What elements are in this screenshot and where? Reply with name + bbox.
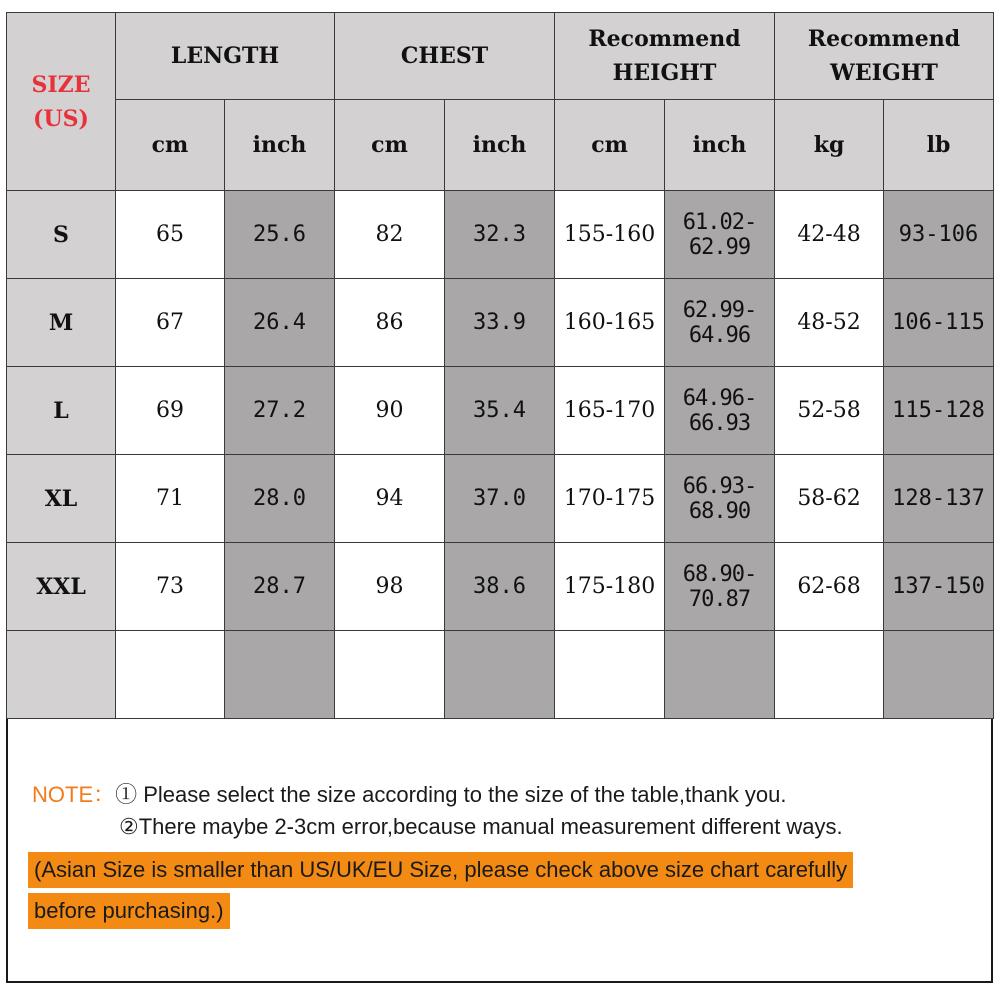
empty-cell bbox=[555, 631, 665, 719]
height-inch-cell: 61.02-62.99 bbox=[665, 191, 775, 279]
table-row bbox=[7, 367, 994, 455]
chest-cm-cell: 82 bbox=[335, 191, 445, 279]
note-line-2: ②There maybe 2-3cm error,because manual measurement different ways. bbox=[119, 814, 843, 839]
note-key: NOTE： bbox=[32, 782, 116, 807]
chest-inch-cell: 33.9 bbox=[445, 279, 555, 367]
size-chart-table bbox=[6, 12, 994, 719]
empty-cell bbox=[665, 631, 775, 719]
weight-header bbox=[775, 13, 994, 100]
height-cm-cell: 155-160 bbox=[555, 191, 665, 279]
height-inch-cell: 66.93-68.90 bbox=[665, 455, 775, 543]
weight-kg-cell: 48-52 bbox=[775, 279, 884, 367]
warning-line-1: (Asian Size is smaller than US/UK/EU Size, please check above size chart carefully bbox=[28, 852, 853, 888]
chest-inch-cell: 32.3 bbox=[445, 191, 555, 279]
chest-cm-cell: 86 bbox=[335, 279, 445, 367]
weight-header-line2: WEIGHT bbox=[830, 60, 938, 86]
empty-cell bbox=[116, 631, 225, 719]
height-cm-cell: 165-170 bbox=[555, 367, 665, 455]
weight-lb-cell: 115-128 bbox=[884, 367, 994, 455]
length-cm-cell: 65 bbox=[116, 191, 225, 279]
weight-lb-cell: 128-137 bbox=[884, 455, 994, 543]
table-row bbox=[7, 543, 994, 631]
note-line-1 bbox=[32, 778, 787, 809]
table-row bbox=[7, 191, 994, 279]
size-cell: M bbox=[7, 279, 116, 367]
chest-inch-cell: 35.4 bbox=[445, 367, 555, 455]
unit-header: cm bbox=[555, 100, 665, 191]
chest-header-text: CHEST bbox=[400, 43, 489, 69]
empty-row bbox=[7, 631, 994, 719]
size-cell: L bbox=[7, 367, 116, 455]
length-inch-cell: 28.7 bbox=[225, 543, 335, 631]
length-inch-cell: 26.4 bbox=[225, 279, 335, 367]
size-cell: XXL bbox=[7, 543, 116, 631]
height-header bbox=[555, 13, 775, 100]
length-cm-cell: 67 bbox=[116, 279, 225, 367]
length-inch-cell: 28.0 bbox=[225, 455, 335, 543]
empty-cell bbox=[7, 631, 116, 719]
unit-header: inch bbox=[225, 100, 335, 191]
size-cell: S bbox=[7, 191, 116, 279]
unit-header: cm bbox=[335, 100, 445, 191]
chest-inch-cell: 37.0 bbox=[445, 455, 555, 543]
chest-inch-cell: 38.6 bbox=[445, 543, 555, 631]
weight-lb-cell: 93-106 bbox=[884, 191, 994, 279]
height-header-line2: HEIGHT bbox=[612, 60, 717, 86]
size-cell: XL bbox=[7, 455, 116, 543]
note-text-1: ① Please select the size according to the size of the table,thank you. bbox=[115, 782, 787, 807]
unit-header: kg bbox=[775, 100, 884, 191]
empty-cell bbox=[775, 631, 884, 719]
chest-cm-cell: 90 bbox=[335, 367, 445, 455]
height-cm-cell: 160-165 bbox=[555, 279, 665, 367]
empty-cell bbox=[225, 631, 335, 719]
size-header bbox=[7, 13, 116, 191]
chest-cm-cell: 94 bbox=[335, 455, 445, 543]
empty-cell bbox=[884, 631, 994, 719]
empty-cell bbox=[335, 631, 445, 719]
weight-kg-cell: 62-68 bbox=[775, 543, 884, 631]
table-row bbox=[7, 279, 994, 367]
size-label-line2: (US) bbox=[33, 105, 89, 132]
length-cm-cell: 71 bbox=[116, 455, 225, 543]
height-inch-cell: 62.99-64.96 bbox=[665, 279, 775, 367]
notes-section bbox=[6, 720, 993, 983]
empty-cell bbox=[445, 631, 555, 719]
height-cm-cell: 175-180 bbox=[555, 543, 665, 631]
weight-kg-cell: 52-58 bbox=[775, 367, 884, 455]
height-cm-cell: 170-175 bbox=[555, 455, 665, 543]
length-header bbox=[116, 13, 335, 100]
weight-lb-cell: 106-115 bbox=[884, 279, 994, 367]
unit-header: inch bbox=[665, 100, 775, 191]
size-label-line1: SIZE bbox=[31, 71, 91, 98]
weight-kg-cell: 58-62 bbox=[775, 455, 884, 543]
height-inch-cell: 64.96-66.93 bbox=[665, 367, 775, 455]
height-inch-cell: 68.90-70.87 bbox=[665, 543, 775, 631]
unit-header: lb bbox=[884, 100, 994, 191]
weight-header-line1: Recommend bbox=[807, 26, 961, 52]
height-header-line1: Recommend bbox=[588, 26, 741, 52]
weight-lb-cell: 137-150 bbox=[884, 543, 994, 631]
table-row bbox=[7, 455, 994, 543]
length-inch-cell: 27.2 bbox=[225, 367, 335, 455]
unit-header: cm bbox=[116, 100, 225, 191]
weight-kg-cell: 42-48 bbox=[775, 191, 884, 279]
length-header-text: LENGTH bbox=[170, 43, 280, 69]
chest-header bbox=[335, 13, 555, 100]
length-cm-cell: 73 bbox=[116, 543, 225, 631]
warning-line-2: before purchasing.) bbox=[28, 893, 230, 929]
chest-cm-cell: 98 bbox=[335, 543, 445, 631]
unit-header: inch bbox=[445, 100, 555, 191]
length-cm-cell: 69 bbox=[116, 367, 225, 455]
length-inch-cell: 25.6 bbox=[225, 191, 335, 279]
